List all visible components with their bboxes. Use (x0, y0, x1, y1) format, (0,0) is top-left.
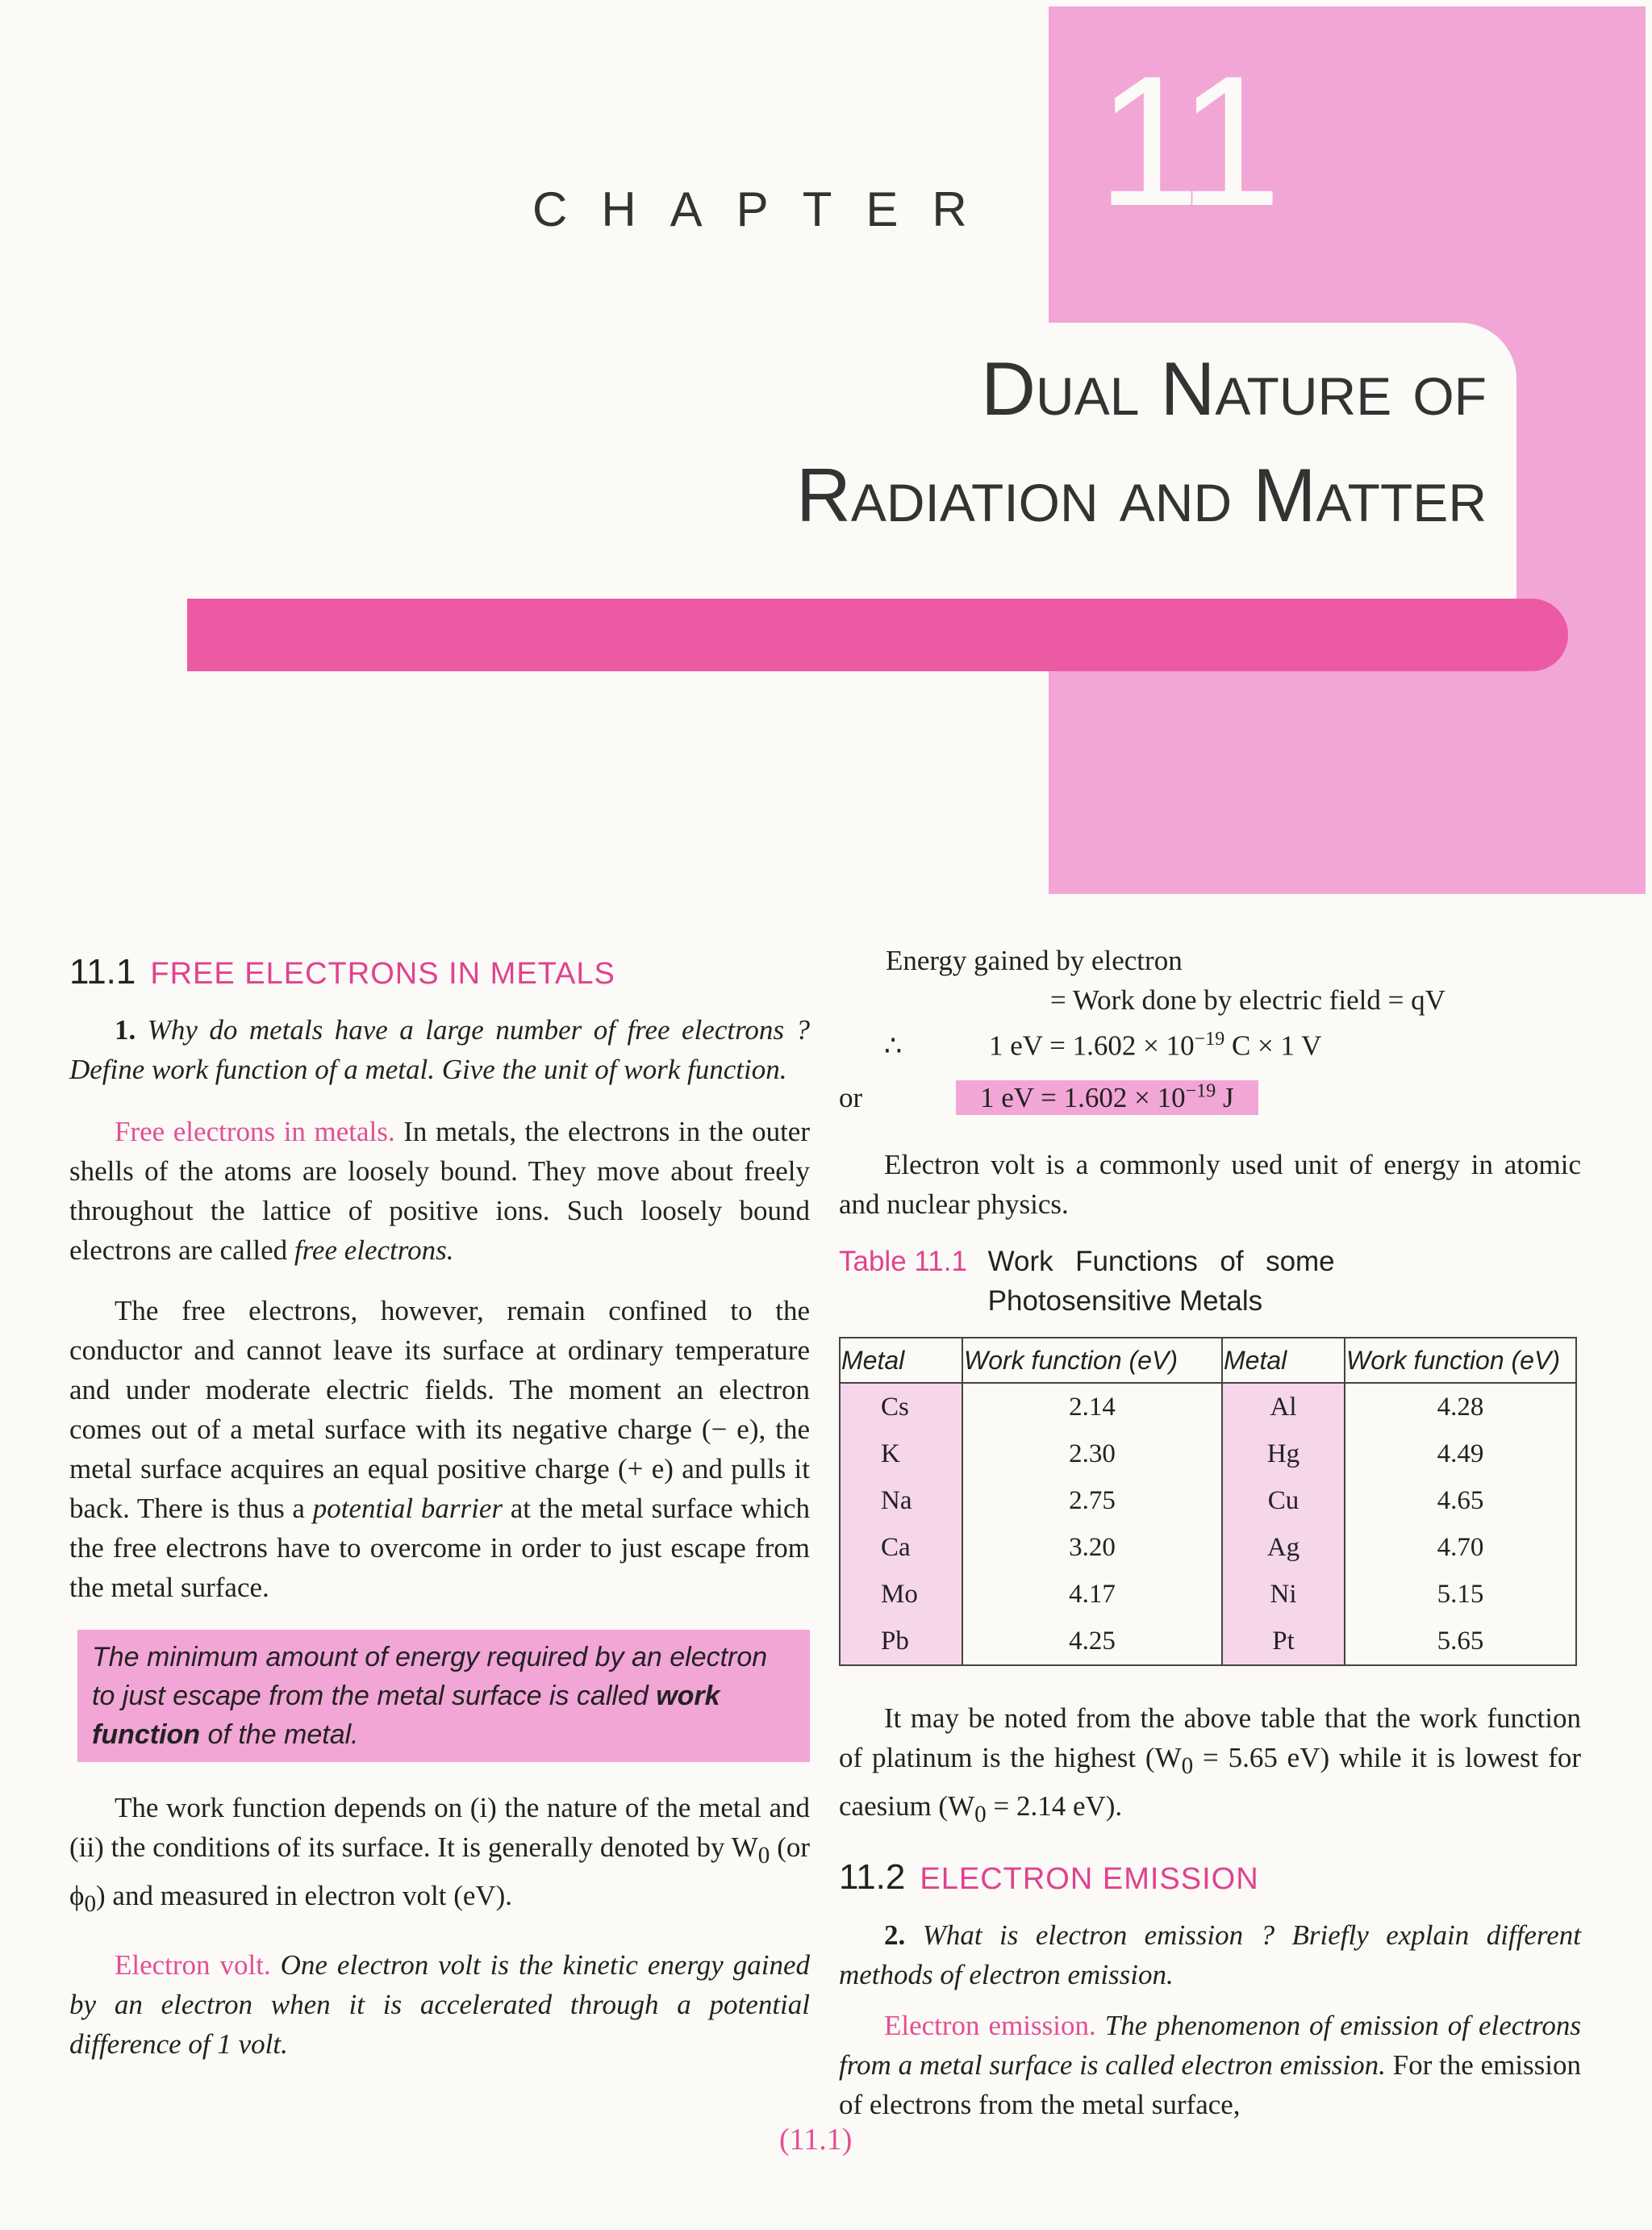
question-number: 2. (884, 1919, 906, 1952)
equation-line-1: Energy gained by electron (886, 945, 1183, 976)
table-cell: Ag (1222, 1524, 1345, 1571)
table-row (840, 1618, 1576, 1665)
equation-line-4 (839, 1072, 1581, 1118)
definition-box (77, 1630, 810, 1762)
table-row (840, 1430, 1576, 1477)
paragraph-electron-volt (69, 1945, 810, 2064)
table-row (840, 1477, 1576, 1524)
emphasis-text: The phenomenon of emission of electrons from a metal surface is called electron emission. (839, 2010, 1581, 2082)
paragraph-text: = 5.65 eV) while it is lowest for caesium (W (839, 1742, 1582, 1823)
table-cell: K (840, 1430, 962, 1477)
table-header-row (840, 1338, 1576, 1383)
question-text: What is electron emission ? Briefly explain different methods of electron emission. (839, 1919, 1581, 1991)
paragraph-text: = 2.14 eV). (993, 1790, 1123, 1823)
question-text: Why do metals have a large number of free electrons ? Define work function of a metal. Give the unit of work function. (69, 1014, 811, 1085)
equation-line-3 (839, 1020, 1581, 1066)
table-cell: Cu (1222, 1477, 1345, 1524)
paragraph-work-function (69, 1788, 810, 1924)
table-cell: 4.25 (962, 1618, 1222, 1665)
paragraph-electron-emission (839, 2006, 1581, 2124)
table-cell: 5.15 (1345, 1571, 1576, 1618)
paragraph-text: ) and measured in electron volt (eV). (96, 1880, 513, 1911)
equation-text: C × 1 V (1231, 1029, 1322, 1062)
emphasis-text: One electron volt is the kinetic energy gained by an electron when it is accelerated through a potential difference of 1 volt. (69, 1949, 810, 2060)
table-cell: 4.28 (1345, 1383, 1576, 1430)
equation-text: J (1222, 1082, 1234, 1114)
exponent: −19 (1194, 1029, 1225, 1050)
subscript: 0 (974, 1802, 987, 1828)
or-label: or (839, 1082, 863, 1114)
table-cell: 2.75 (962, 1477, 1222, 1524)
work-function-table (839, 1337, 1577, 1666)
highlighted-equation (956, 1080, 1258, 1115)
subscript: 0 (757, 1843, 770, 1869)
emphasis-text: free electrons. (294, 1234, 454, 1266)
section-heading-11-1 (69, 952, 810, 994)
paragraph-text: The work function depends on (i) the nature of the metal and (ii) the conditions of its surface. It is generally denoted by W (69, 1792, 810, 1863)
paragraph-text: and pulls it back. There is thus a (69, 1453, 811, 1524)
section-title: FREE ELECTRONS IN METALS (150, 957, 615, 991)
definition-text: The minimum amount of energy required by an electron to just escape from the metal surface is called (92, 1642, 768, 1711)
section-number: 11.1 (69, 952, 136, 992)
table-cell: 3.20 (962, 1524, 1222, 1571)
table-cell: 4.49 (1345, 1430, 1576, 1477)
table-row (840, 1524, 1576, 1571)
paragraph-text: The free electrons, however, remain confined to the conductor and cannot leave its surface at ordinary temperature and under moderate electric fields. The moment an electron comes out of a metal surface with its negative charge (69, 1295, 810, 1445)
table-row (840, 1571, 1576, 1618)
title-underline-bar (187, 599, 1568, 671)
paragraph-text: It may be noted from the above table that the work function of platinum is the highest (W (839, 1702, 1581, 1774)
table-cell: Pt (1222, 1618, 1345, 1665)
chapter-number: 11 (1097, 37, 1274, 244)
table-cell: Cs (840, 1383, 962, 1430)
charge-symbol: (− e) (701, 1414, 759, 1445)
section-number: 11.2 (839, 1857, 906, 1898)
question-number: 1. (115, 1014, 136, 1046)
question-1 (69, 1010, 810, 1089)
table-cell: 2.14 (962, 1383, 1222, 1430)
left-column (69, 952, 810, 2064)
term-electron-volt: Electron volt. (115, 1949, 271, 1981)
table-cell: Ni (1222, 1571, 1345, 1618)
subscript: 0 (84, 1891, 97, 1917)
equation-text: 1 eV = 1.602 × 10 (980, 1082, 1186, 1114)
table-row (840, 1383, 1576, 1430)
paragraph-ev-unit: Electron volt is a commonly used unit of energy in atomic and nuclear physics. (839, 1149, 1581, 1221)
right-column (839, 941, 1581, 2124)
paragraph-text: at the metal surface which the free electrons have to overcome in order to just escape from the metal surface. (69, 1493, 810, 1603)
chapter-label: CHAPTER (532, 182, 1001, 236)
section-heading-11-2 (839, 1857, 1581, 1899)
table-cell: 4.17 (962, 1571, 1222, 1618)
table-title: Work Functions of some Photosensitive Metals (987, 1246, 1335, 1318)
table-cell: Al (1222, 1383, 1345, 1430)
paragraph-text: For the emission of electrons from the metal surface, (839, 2049, 1582, 2121)
table-header: Work function (eV) (962, 1338, 1222, 1383)
section-title: ELECTRON EMISSION (920, 1862, 1259, 1897)
paragraph-text: (or ϕ (69, 1831, 810, 1911)
question-2 (839, 1915, 1581, 1994)
term-electron-emission: Electron emission. (884, 2010, 1096, 2042)
paragraph-potential-barrier (69, 1291, 810, 1607)
table-cell: Na (840, 1477, 962, 1524)
therefore-symbol: ∴ (884, 1029, 903, 1062)
table-header: Metal (1222, 1338, 1345, 1383)
paragraph-text: In metals, the electrons in the outer shells of the atoms are loosely bound. They move about freely throughout the lattice of positive ions. Such loosely bound electrons are called (69, 1116, 810, 1266)
paragraph-free-electrons (69, 1112, 810, 1270)
table-cell: Hg (1222, 1430, 1345, 1477)
chapter-title-line1: Dual Nature of (981, 346, 1487, 431)
charge-symbol: (+ e) (618, 1453, 674, 1485)
definition-term: work function (92, 1681, 720, 1750)
term-free-electrons: Free electrons in metals. (115, 1116, 395, 1147)
table-cell: Pb (840, 1618, 962, 1665)
table-cell: Mo (840, 1571, 962, 1618)
table-label: Table 11.1 (839, 1246, 967, 1278)
table-cell: 2.30 (962, 1430, 1222, 1477)
paragraph-text: , the metal surface acquires an equal positive charge (69, 1414, 810, 1485)
equation-line-2: = Work done by electric field = qV (1050, 984, 1446, 1016)
chapter-title-line2: Radiation and Matter (795, 453, 1487, 537)
emphasis-text: potential barrier (312, 1493, 503, 1524)
exponent: −19 (1185, 1080, 1216, 1102)
table-cell: 5.65 (1345, 1618, 1576, 1665)
paragraph-table-note (839, 1698, 1581, 1835)
table-cell: 4.65 (1345, 1477, 1576, 1524)
table-cell: Ca (840, 1524, 962, 1571)
table-header: Metal (840, 1338, 962, 1383)
subscript: 0 (1181, 1753, 1194, 1780)
table-caption (839, 1242, 1581, 1321)
page-label: (11.1) (779, 2123, 853, 2157)
definition-text: of the metal. (207, 1719, 359, 1750)
equation-text: 1 eV = 1.602 × 10 (989, 1029, 1195, 1062)
table-header: Work function (eV) (1345, 1338, 1576, 1383)
table-cell: 4.70 (1345, 1524, 1576, 1571)
